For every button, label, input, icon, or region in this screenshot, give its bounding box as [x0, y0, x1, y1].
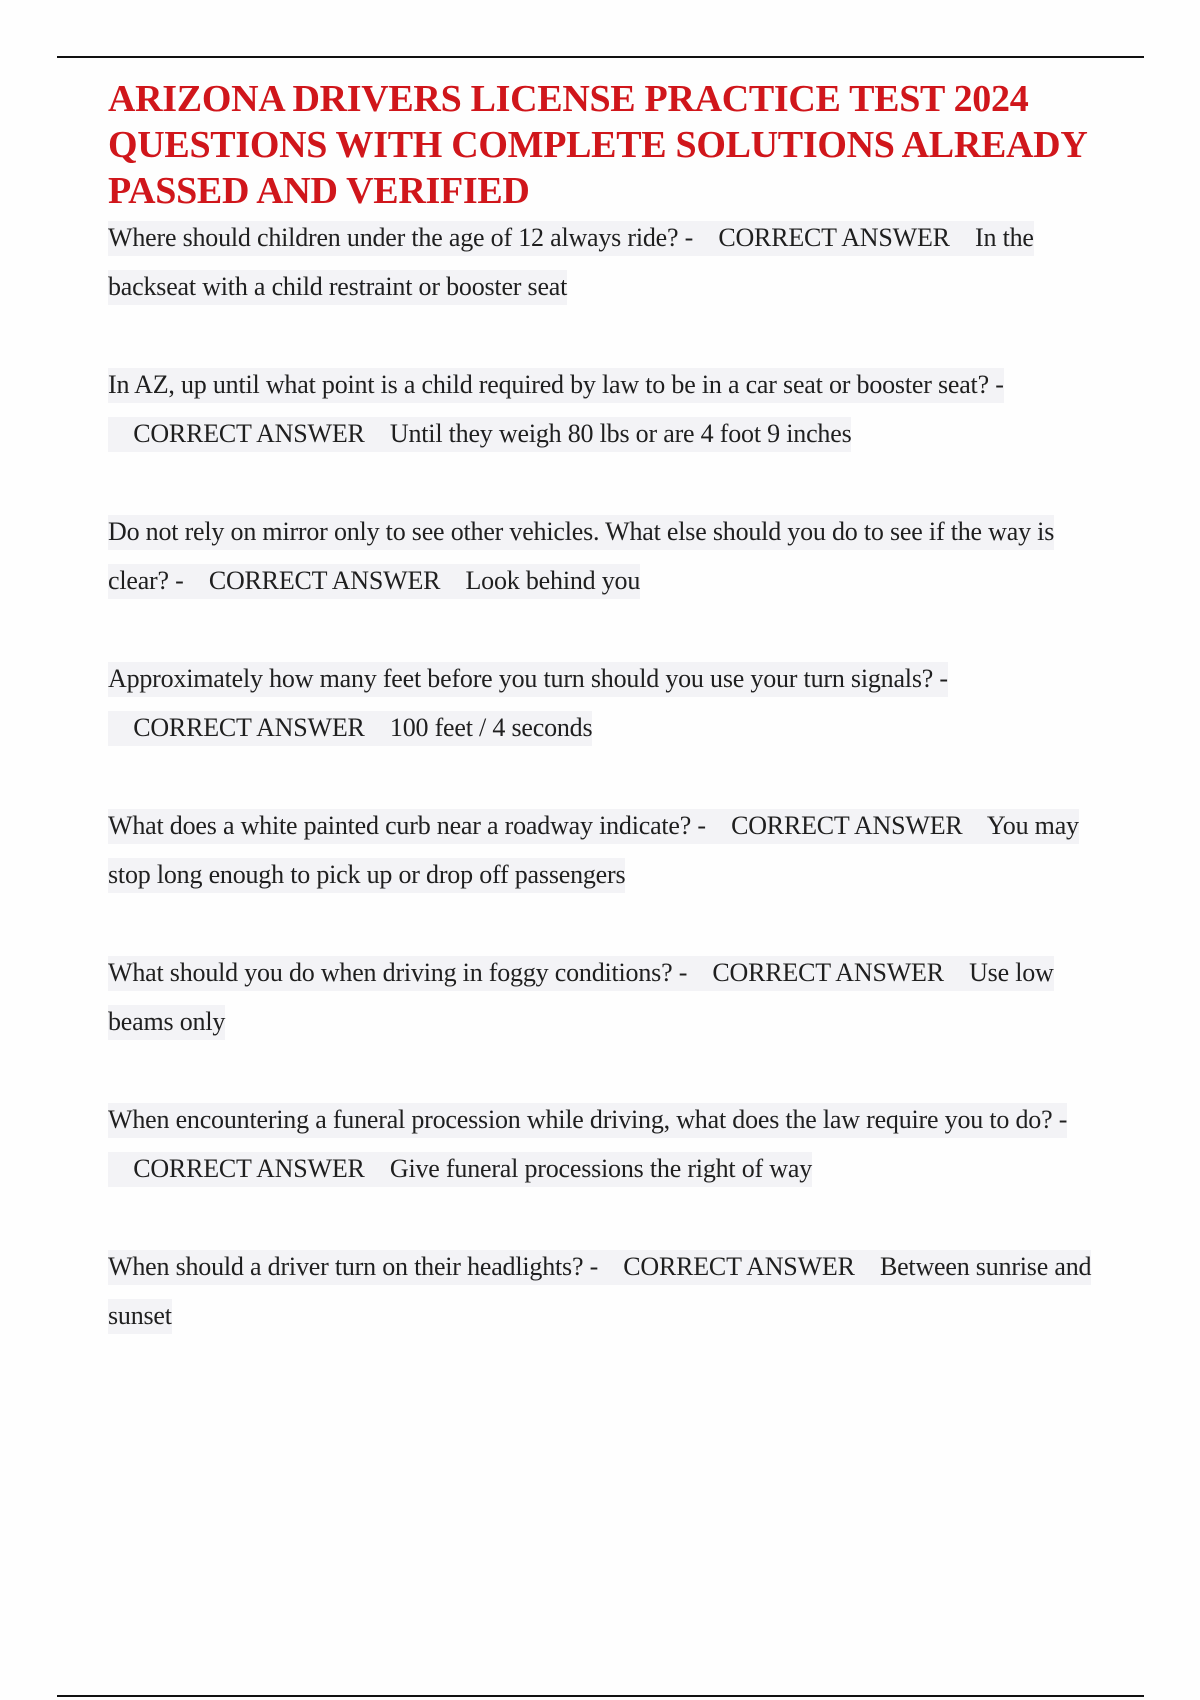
question-text: When encountering a funeral procession while driving, what does the law require you to do? -	[108, 1105, 1068, 1134]
answer-text: You may stop long enough to pick up or drop off passengers	[108, 811, 1079, 889]
answer-text: Give funeral processions the right of way	[389, 1153, 813, 1183]
qa-text	[108, 809, 1079, 893]
qa-text	[108, 1103, 1067, 1187]
qa-text	[108, 368, 1004, 452]
answer-text: In the backseat with a child restraint or booster seat	[108, 223, 1034, 301]
answer-text: Between sunrise and sunset	[108, 1252, 1092, 1330]
qa-item	[108, 802, 1108, 899]
answer-text: Look behind you	[465, 565, 641, 595]
answer-text: Until they weigh 80 lbs or are 4 foot 9 inches	[389, 418, 852, 448]
answer-label: CORRECT ANSWER	[133, 712, 365, 742]
qa-item	[108, 1243, 1108, 1340]
answer-text: 100 feet / 4 seconds	[389, 712, 593, 742]
bottom-rule	[57, 1695, 1144, 1697]
answer-label: CORRECT ANSWER	[623, 1252, 855, 1281]
answer-label: CORRECT ANSWER	[133, 1153, 365, 1183]
answer-label: CORRECT ANSWER	[712, 958, 944, 987]
question-text: Approximately how many feet before you turn should you use your turn signals? -	[108, 664, 948, 693]
qa-item	[108, 1096, 1108, 1193]
qa-item	[108, 214, 1108, 311]
qa-list	[108, 214, 1108, 1340]
qa-item	[108, 361, 1108, 458]
question-text: When should a driver turn on their headlights? -	[108, 1252, 599, 1281]
qa-text	[108, 1250, 1091, 1334]
answer-label: CORRECT ANSWER	[718, 223, 950, 252]
top-rule	[57, 56, 1144, 58]
qa-text	[108, 515, 1054, 599]
question-text: Where should children under the age of 12 always ride? -	[108, 223, 694, 252]
document-content	[108, 76, 1108, 1390]
question-text: Do not rely on mirror only to see other vehicles. What else should you do to see if the way is clear? -	[108, 517, 1055, 595]
answer-label: CORRECT ANSWER	[133, 418, 365, 448]
qa-item	[108, 655, 1108, 752]
qa-item	[108, 949, 1108, 1046]
document-title: ARIZONA DRIVERS LICENSE PRACTICE TEST 2024 QUESTIONS WITH COMPLETE SOLUTIONS ALREADY PASSED AND VERIFIED	[108, 78, 1087, 212]
qa-text	[108, 956, 1054, 1040]
question-text: What should you do when driving in foggy conditions? -	[108, 958, 688, 987]
question-text: What does a white painted curb near a roadway indicate? -	[108, 811, 706, 840]
answer-label: CORRECT ANSWER	[731, 811, 963, 840]
answer-label: CORRECT ANSWER	[208, 565, 441, 595]
qa-text	[108, 662, 948, 746]
question-text: In AZ, up until what point is a child required by law to be in a car seat or booster seat? -	[108, 370, 1004, 399]
qa-item	[108, 508, 1108, 605]
qa-text	[108, 221, 1034, 305]
answer-text: Use low beams only	[108, 958, 1054, 1036]
